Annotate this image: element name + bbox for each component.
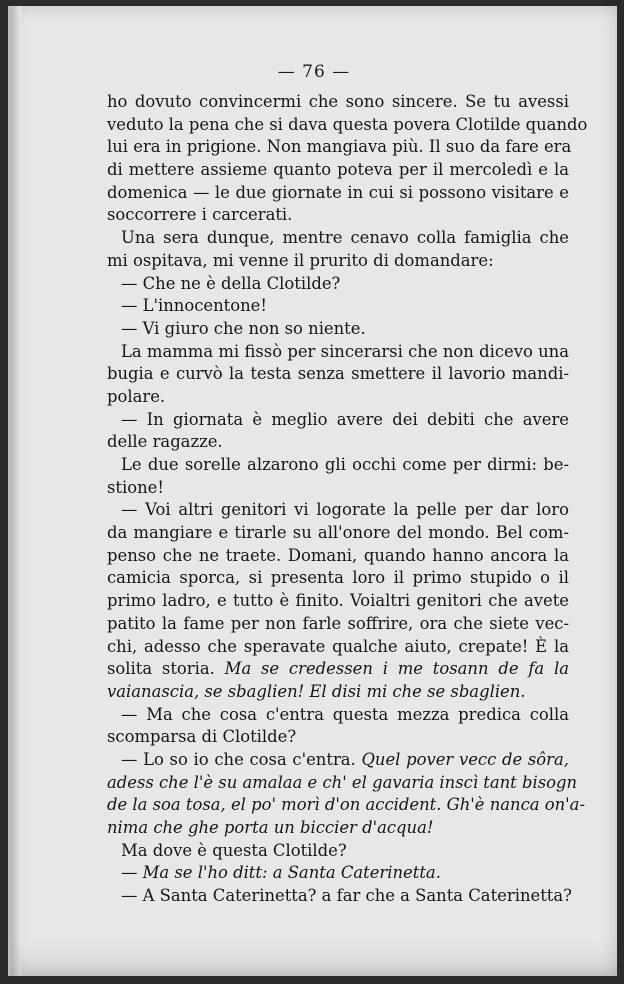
text-line: ho dovuto convincermi che sono sincere. Se tu avessi: [107, 92, 569, 111]
text-line: — Lo so io che cosa c'entra. Quel pover vecc de sôra,: [121, 749, 569, 769]
text-line: mi ospitava, mi venne il prurito di domandare:: [107, 250, 494, 270]
text-line: scomparsa di Clotilde?: [107, 727, 297, 747]
text-line: de la soa tosa, el po' morì d'on accident. Gh'è nanca on'a-: [107, 795, 585, 815]
book-page: [8, 6, 617, 976]
text-line: lui era in prigione. Non mangiava più. Il suo da fare era: [107, 137, 572, 157]
text-line: — Ma che cosa c'entra questa mezza predica colla: [121, 704, 569, 724]
page-number: — 76 —: [277, 62, 351, 82]
body-text: [107, 91, 588, 908]
text-line: Le due sorelle alzarono gli occhi come per dirmi: be-: [121, 455, 569, 474]
text-line: delle ragazze.: [107, 432, 223, 452]
text-line: — L'innocentone!: [121, 296, 267, 316]
text-line: chi, adesso che speravate qualche aiuto, crepate! È la: [107, 636, 569, 656]
text-line: adess che l'è su amalaa e ch' el gavaria inscì tant bisogn: [107, 772, 578, 792]
text-line: Una sera dunque, mentre cenavo colla famiglia che: [121, 228, 569, 248]
page-gutter: [11, 6, 21, 976]
page-bottom-shadow: [11, 940, 617, 976]
text-line: bugia e curvò la testa senza smettere il lavorio mandi-: [107, 364, 569, 384]
text-line: — Vi giuro che non so niente.: [121, 318, 366, 338]
text-line: solita storia. Ma se credessen i me tosann de fa la: [107, 659, 569, 679]
text-line: Ma dove è questa Clotilde?: [121, 840, 347, 860]
text-line: primo ladro, e tutto è finito. Voialtri genitori che avete: [107, 591, 569, 611]
text-line: veduto la pena che si dava questa povera Clotilde quando: [107, 114, 588, 134]
text-line: polare.: [107, 386, 166, 406]
text-line: camicia sporca, si presenta loro il primo stupido o il: [107, 568, 569, 588]
text-line: penso che ne traete. Domani, quando hanno ancora la: [107, 545, 569, 565]
text-line: — A Santa Caterinetta? a far che a Santa Caterinetta?: [121, 886, 572, 906]
text-line: La mamma mi fissò per sincerarsi che non dicevo una: [121, 341, 569, 361]
text-line: domenica — le due giornate in cui si possono visitare e: [107, 182, 569, 202]
text-line: — Ma se l'ho ditt: a Santa Caterinetta.: [121, 863, 441, 883]
text-line: da mangiare e tirarle su all'onore del mondo. Bel com-: [107, 523, 569, 543]
text-line: — Che ne è della Clotilde?: [121, 273, 341, 293]
text-line: stione!: [107, 477, 164, 497]
text-line: soccorrere i carcerati.: [107, 205, 293, 225]
text-line: patito la fame per non farle soffrire, ora che siete vec-: [107, 613, 569, 633]
text-line: — In giornata è meglio avere dei debiti che avere: [121, 409, 569, 429]
text-line: — Voi altri genitori vi logorate la pelle per dar loro: [121, 500, 569, 520]
text-line: nima che ghe porta un biccier d'acqua!: [107, 818, 434, 837]
text-line: di mettere assieme quanto poteva per il mercoledì e la: [107, 160, 569, 180]
text-line: vaianascia, se sbaglien! El disi mi che se sbaglien.: [107, 681, 526, 701]
